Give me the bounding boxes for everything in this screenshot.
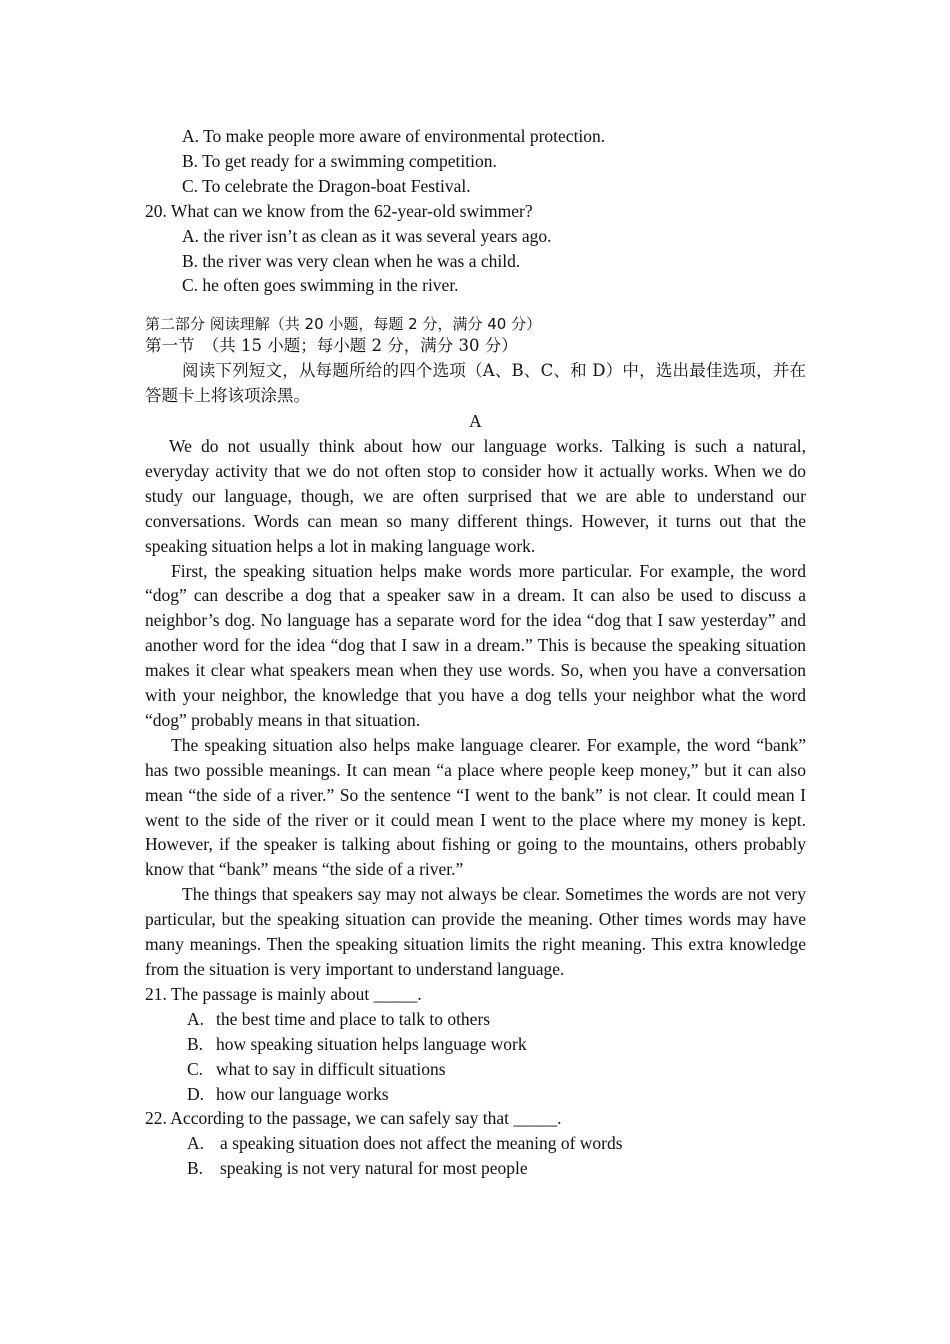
q21-option-a (145, 1007, 806, 1032)
q20-stem: 20. What can we know from the 62-year-old swimmer? (145, 200, 533, 221)
q21-option-c (145, 1057, 806, 1082)
q22-option-b (145, 1156, 806, 1181)
subsection-heading: 第一节 （共 15 小题；每小题 2 分，满分 30 分） (145, 336, 518, 356)
passage-label: A (469, 411, 482, 432)
q22-stem: 22. According to the passage, we can safely say that _____. (145, 1108, 562, 1129)
option-text: speaking is not very natural for most people (220, 1158, 528, 1179)
q21-stem: 21. The passage is mainly about _____. (145, 983, 422, 1004)
q19-option-c: C. To celebrate the Dragon-boat Festival. (182, 175, 471, 196)
option-text: how our language works (216, 1083, 389, 1104)
option-letter: D. (187, 1083, 205, 1104)
option-letter: A. (187, 1008, 205, 1029)
part-heading: 第二部分 阅读理解（共 20 小题，每题 2 分，满分 40 分） (145, 315, 542, 334)
q21-option-d (145, 1082, 806, 1107)
option-letter: C. (187, 1058, 204, 1079)
q22-option-a (145, 1131, 806, 1156)
exam-page (145, 124, 806, 1181)
option-text: how speaking situation helps language work (216, 1033, 527, 1054)
q21-option-b (145, 1032, 806, 1057)
option-letter: B. (187, 1033, 204, 1054)
passage-paragraph-2: First, the speaking situation helps make words more particular. For example, the word “dog” can describe a dog that a speaker saw in a dream. It can also be used to discuss a neighbor’s dog. No language has a separate word for the idea “dog that I saw yesterday” and another word for the idea “dog that I saw in a dream.” This is because the speaking situation makes it clear what speakers mean when they use words. So, when you have a conversation with your neighbor, the knowledge that you have a dog tells your neighbor what the word “dog” probably means in that situation. (145, 560, 806, 730)
q19-option-a: A. To make people more aware of environmental protection. (182, 126, 606, 146)
q19-option-b: B. To get ready for a swimming competition. (182, 150, 497, 171)
q20-option-a: A. the river isn’t as clean as it was several years ago. (182, 225, 552, 246)
option-text: a speaking situation does not affect the meaning of words (220, 1133, 623, 1154)
option-text: the best time and place to talk to others (216, 1008, 491, 1029)
passage-paragraph-4: The things that speakers say may not always be clear. Sometimes the words are not very particular, but the speaking situation can provide the meaning. Other times words may have many meanings. Then the speaking situation limits the right meaning. This extra knowledge from the situation is very important to understand language. (145, 884, 806, 979)
instruction: 阅读下列短文，从每题所给的四个选项（A、B、C、和 D）中，选出最佳选项，并在答题卡上将该项涂黑。 (145, 361, 806, 406)
q20-option-c: C. he often goes swimming in the river. (182, 275, 459, 296)
q20-option-b: B. the river was very clean when he was a child. (182, 250, 521, 271)
passage-paragraph-1: We do not usually think about how our language works. Talking is such a natural, everyday activity that we do not often stop to consider how it actually works. When we do study our language, though, we are often surprised that we are able to understand our conversations. Words can mean so many different things. However, it turns out that the speaking situation helps a lot in making language work. (145, 435, 806, 556)
option-letter: A. (187, 1133, 205, 1154)
option-text: what to say in difficult situations (216, 1058, 446, 1079)
option-letter: B. (187, 1158, 204, 1179)
passage-paragraph-3: The speaking situation also helps make language clearer. For example, the word “bank” has two possible meanings. It can mean “a place where people keep money,” but it can also mean “the side of a river.” So the sentence “I went to the bank” is not clear. It could mean I went to the side of the river or it could mean I went to the place where my money is kept. However, if the speaker is talking about fishing or going to the mountains, others probably know that “bank” means “the side of a river.” (145, 734, 806, 880)
